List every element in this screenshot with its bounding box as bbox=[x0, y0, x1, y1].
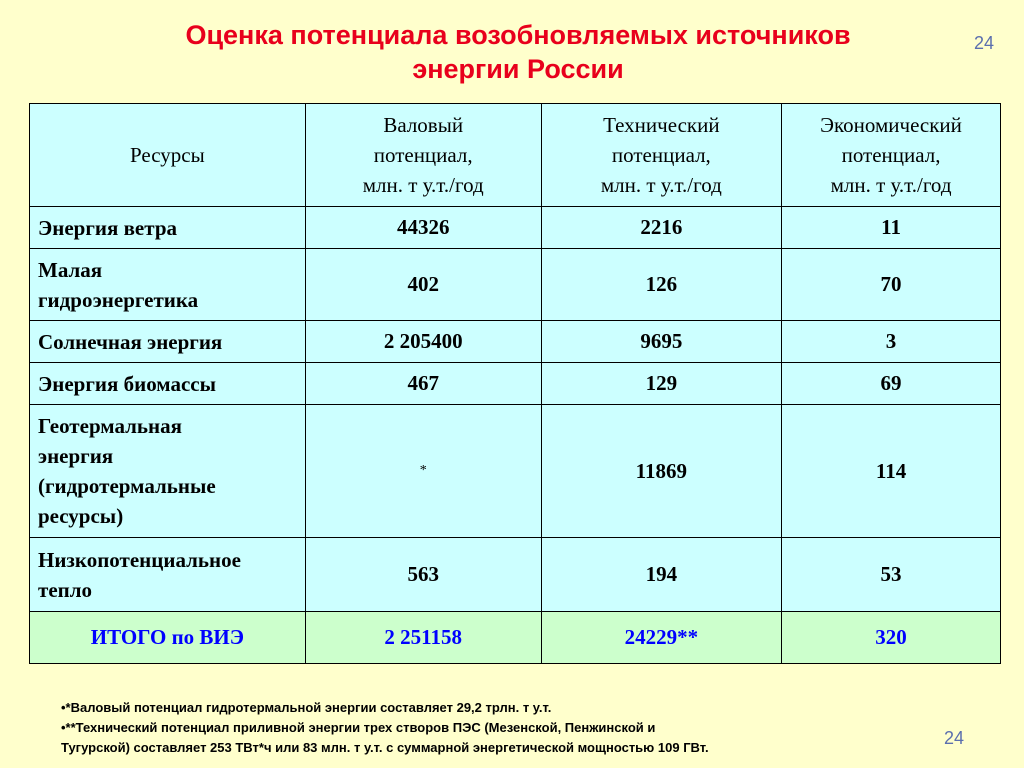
resource-geothermal-line-4: ресурсы) bbox=[38, 504, 124, 528]
header-economic-potential bbox=[782, 104, 1001, 207]
resource-solar: Солнечная энергия bbox=[30, 321, 306, 363]
total-technical-value: 24229** bbox=[541, 612, 781, 664]
header-technical-potential bbox=[541, 104, 781, 207]
header-gross-line-3: млн. т у.т./год bbox=[362, 173, 484, 197]
table-row bbox=[30, 207, 1001, 249]
table-row bbox=[30, 363, 1001, 405]
total-label: ИТОГО по ВИЭ bbox=[30, 612, 306, 664]
resource-geothermal-line-2: энергия bbox=[38, 444, 114, 468]
table-header-row bbox=[30, 104, 1001, 207]
footnote-tidal-line-2: Тугурской) составляет 253 ТВт*ч или 83 млн. т у.т. с суммарной энергетической мощностью 109 ГВт. bbox=[61, 740, 709, 755]
header-technical-line-3: млн. т у.т./год bbox=[600, 173, 722, 197]
footnotes bbox=[61, 698, 961, 758]
header-economic-line-3: млн. т у.т./год bbox=[830, 173, 952, 197]
table-row bbox=[30, 321, 1001, 363]
gross-value: 402 bbox=[305, 249, 541, 321]
total-gross-value: 2 251158 bbox=[305, 612, 541, 664]
header-resources-label: Ресурсы bbox=[130, 143, 205, 167]
table-row bbox=[30, 405, 1001, 538]
economic-value: 11 bbox=[782, 207, 1001, 249]
gross-value: 563 bbox=[305, 538, 541, 612]
total-economic-value: 320 bbox=[782, 612, 1001, 664]
resource-small-hydro-line-2: гидроэнергетика bbox=[38, 287, 199, 312]
economic-value: 70 bbox=[782, 249, 1001, 321]
table-total-row bbox=[30, 612, 1001, 664]
resource-geothermal bbox=[30, 405, 306, 538]
gross-value: 2 205400 bbox=[305, 321, 541, 363]
header-gross-line-2: потенциал, bbox=[373, 143, 473, 167]
resource-geothermal-line-3: (гидротермальные bbox=[38, 474, 216, 498]
header-resources bbox=[30, 104, 306, 207]
table-row bbox=[30, 249, 1001, 321]
header-economic-line-2: потенциал, bbox=[841, 143, 941, 167]
technical-value: 126 bbox=[541, 249, 781, 321]
technical-value: 2216 bbox=[541, 207, 781, 249]
header-technical-line-1: Технический bbox=[603, 113, 720, 137]
gross-value-footnote-mark: * bbox=[305, 405, 541, 538]
footnote-tidal-line-1: •**Технический потенциал приливной энергии трех створов ПЭС (Мезенской, Пенжинской и bbox=[61, 720, 656, 735]
resource-low-potential-heat-line-1: Низкопотенциальное bbox=[38, 547, 241, 572]
economic-value: 3 bbox=[782, 321, 1001, 363]
technical-value: 194 bbox=[541, 538, 781, 612]
gross-value: 467 bbox=[305, 363, 541, 405]
page-number-bottom: 24 bbox=[943, 728, 964, 748]
economic-value: 114 bbox=[782, 405, 1001, 538]
slide-title bbox=[0, 18, 1024, 86]
slide-title-line-1: Оценка потенциала возобновляемых источников bbox=[185, 20, 851, 50]
header-technical-line-2: потенциал, bbox=[611, 143, 711, 167]
technical-value: 11869 bbox=[541, 405, 781, 538]
table-row bbox=[30, 538, 1001, 612]
resource-small-hydro-line-1: Малая bbox=[38, 257, 103, 282]
gross-value: 44326 bbox=[305, 207, 541, 249]
resource-low-potential-heat-line-2: тепло bbox=[38, 577, 93, 602]
technical-value: 129 bbox=[541, 363, 781, 405]
resource-small-hydro bbox=[30, 249, 306, 321]
resource-geothermal-line-1: Геотермальная bbox=[38, 414, 182, 438]
technical-value: 9695 bbox=[541, 321, 781, 363]
resource-low-potential-heat bbox=[30, 538, 306, 612]
resource-wind: Энергия ветра bbox=[30, 207, 306, 249]
renewable-potential-table bbox=[29, 103, 1001, 664]
header-economic-line-1: Экономический bbox=[820, 113, 962, 137]
slide-title-line-2: энергии России bbox=[412, 54, 624, 84]
economic-value: 53 bbox=[782, 538, 1001, 612]
header-gross-potential bbox=[305, 104, 541, 207]
economic-value: 69 bbox=[782, 363, 1001, 405]
page-number-top: 24 bbox=[973, 33, 994, 53]
footnote-gross-geothermal: •*Валовый потенциал гидротермальной энергии составляет 29,2 трлн. т у.т. bbox=[61, 700, 552, 715]
header-gross-line-1: Валовый bbox=[383, 113, 464, 137]
resource-biomass: Энергия биомассы bbox=[30, 363, 306, 405]
